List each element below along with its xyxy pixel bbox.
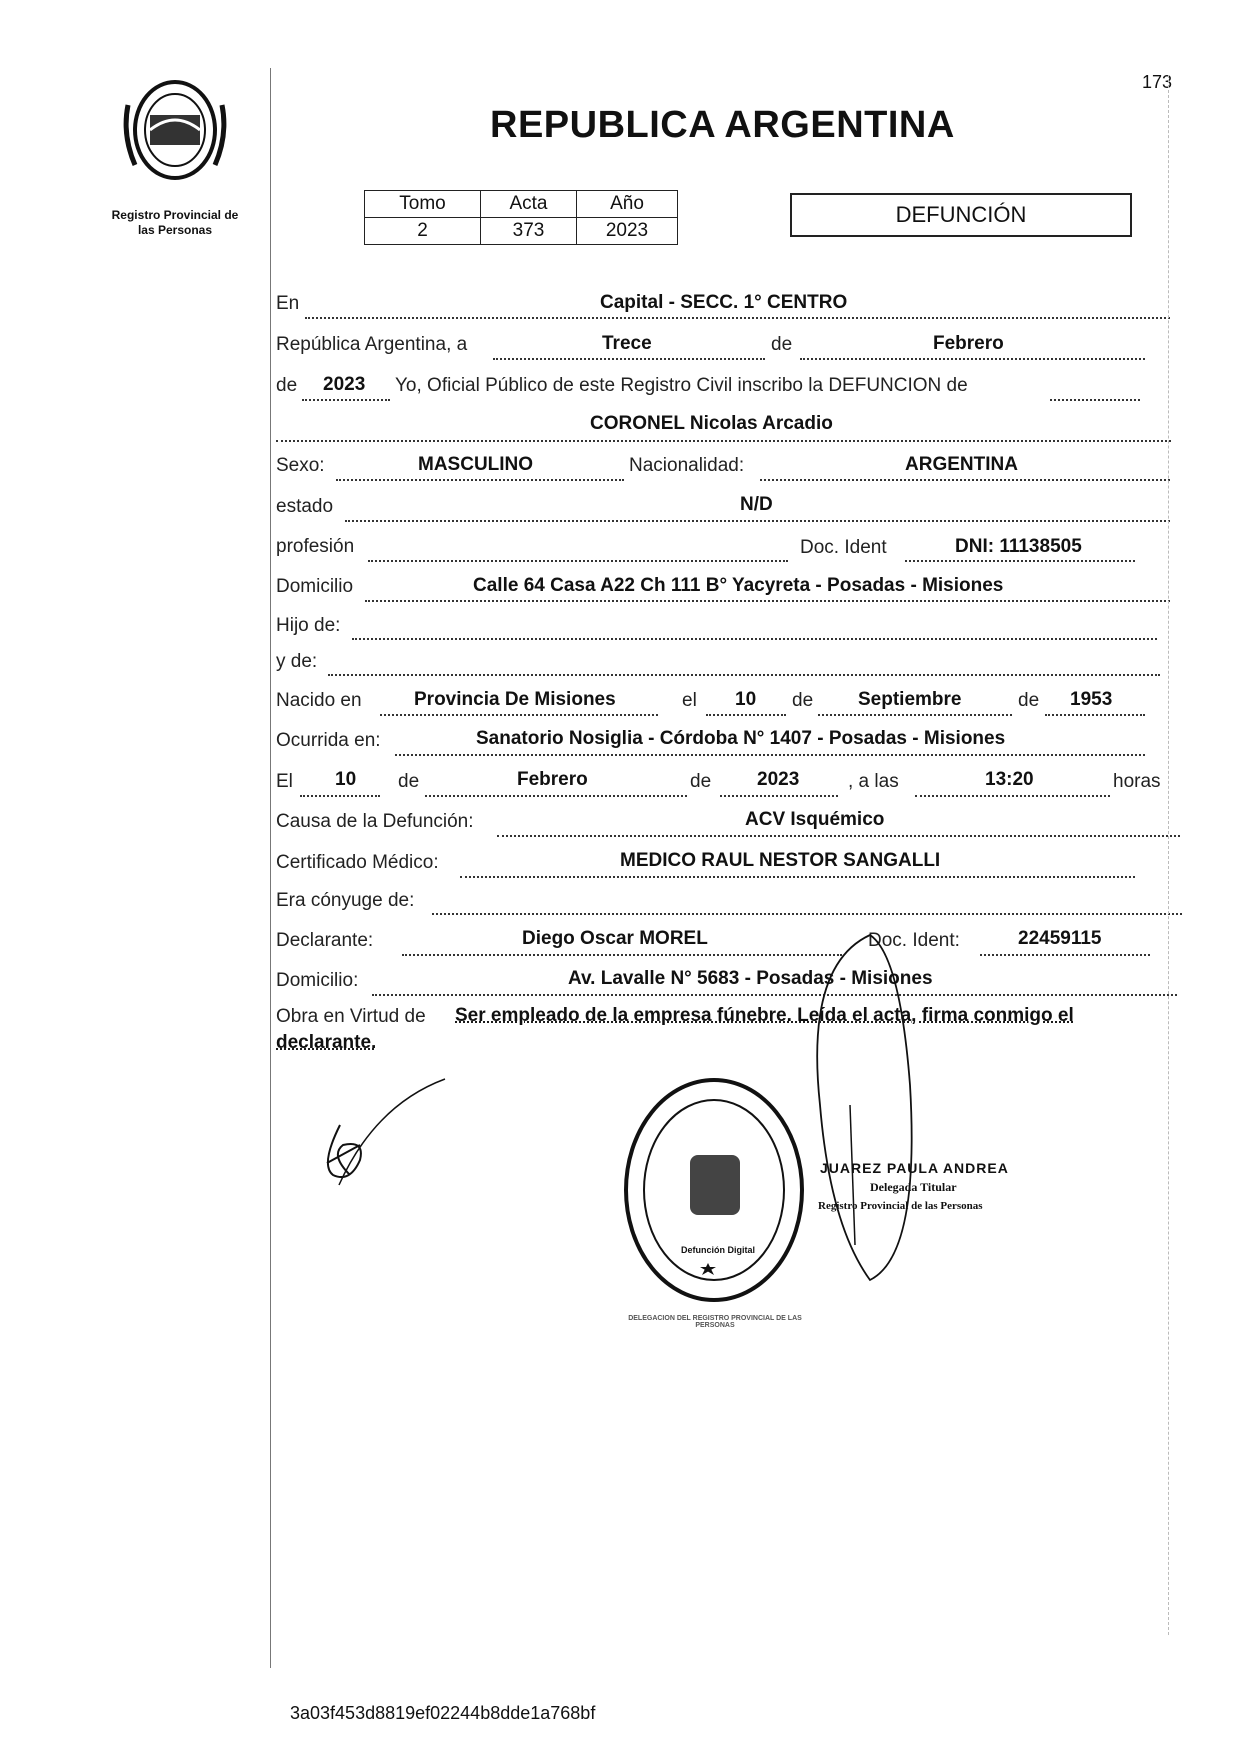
en-line [305,317,1170,319]
official-signature [810,925,930,1285]
col-acta-header: Acta [481,191,577,218]
right-margin-mark [1168,75,1169,1635]
de-label-1: de [771,334,793,355]
page-title: REPUBLICA ARGENTINA [490,104,955,146]
col-anio-header: Año [577,191,678,218]
year-line [302,399,390,401]
de-label-2: de [276,375,298,396]
en-label: En [276,293,300,314]
alas-label: , a las [848,771,899,792]
col-tomo-header: Tomo [365,191,481,218]
certificado-line [460,876,1135,878]
page-number: 173 [1142,72,1173,92]
declarante-value: Diego Oscar MOREL [522,928,708,949]
doc-ident-value: DNI: 11138505 [955,536,1082,557]
obra-label: Obra en Virtud de [276,1006,426,1027]
domicilio-line [365,600,1170,602]
de-label-e: de [690,771,712,792]
day-line [493,358,765,360]
certificado-value: MEDICO RAUL NESTOR SANGALLI [620,850,941,871]
obra-value-cont: declarante. [276,1032,377,1053]
document-hash: 3a03f453d8819ef02244b8dde1a768bf [290,1703,596,1723]
domicilio-label: Domicilio [276,576,354,597]
acta-value: 373 [481,218,577,245]
hijo-line [352,638,1157,640]
seal-text: DELEGACION DEL REGISTRO PROVINCIAL DE LAS PERSONAS [628,1315,802,1329]
sexo-value: MASCULINO [418,454,534,475]
obra-value: Ser empleado de la empresa fúnebre. Leída el acta, firma conmigo el [455,1005,1074,1026]
decl-domicilio-line [372,994,1177,996]
profesion-label: profesión [276,536,355,557]
month-word: Febrero [933,333,1004,354]
seal-inner: Defunción Digital [681,1245,755,1255]
nacido-lugar: Provincia De Misiones [414,689,616,710]
official-office: Registro Provincial de las Personas [818,1200,983,1212]
inscribo-text: Yo, Oficial Público de este Registro Civil inscribo la DEFUNCION de [395,375,968,396]
doc-ident-line [905,560,1135,562]
nacido-anio: 1953 [1070,689,1113,710]
name-line [276,440,1171,442]
hijo-label: Hijo de: [276,615,341,636]
ocurrida-line [395,754,1145,756]
en-value: Capital - SECC. 1° CENTRO [600,292,848,313]
yde-line [328,674,1160,676]
tomo-value: 2 [365,218,481,245]
conyuge-label: Era cónyuge de: [276,890,415,911]
nacionalidad-line [760,479,1170,481]
record-table [364,190,678,245]
nacionalidad-label: Nacionalidad: [629,455,745,476]
declarant-signature [315,1075,455,1195]
def-anio: 2023 [757,769,800,790]
decl-doc-line [980,954,1150,956]
causa-value: ACV Isquémico [745,809,885,830]
margin-line [270,68,271,1668]
nacido-lugar-line [380,714,658,716]
def-mes: Febrero [517,769,588,790]
month-line [800,358,1145,360]
estado-value: N/D [740,494,773,515]
def-dia: 10 [335,769,357,790]
decl-doc-label: Doc. Ident: [868,930,960,951]
decl-domicilio-label: Domicilio: [276,970,359,991]
conyuge-line [432,913,1182,915]
el-label: el [682,690,697,711]
nacido-dia-line [706,714,786,716]
ocurrida-value: Sanatorio Nosiglia - Córdoba N° 1407 - Posadas - Misiones [476,728,1006,749]
domicilio-value: Calle 64 Casa A22 Ch 111 B° Yacyreta - Posadas - Misiones [473,575,1004,596]
de-label-d: de [398,771,420,792]
registry-name: Registro Provincial de las Personas [111,208,239,237]
deceased-name: CORONEL Nicolas Arcadio [590,413,833,434]
year-value: 2023 [323,374,366,395]
sexo-label: Sexo: [276,455,325,476]
causa-label: Causa de la Defunción: [276,811,474,832]
nacido-dia: 10 [735,689,757,710]
registry-logo [120,75,230,185]
nacionalidad-value: ARGENTINA [905,454,1018,475]
estado-line [345,520,1170,522]
nacido-mes: Septiembre [858,689,962,710]
anio-value: 2023 [577,218,678,245]
estado-label: estado [276,496,334,517]
def-anio-line [720,795,838,797]
official-seal [622,1075,807,1305]
de-label-b: de [792,690,814,711]
def-mes-line [425,795,687,797]
profesion-line [368,560,788,562]
horas-label: horas [1113,771,1161,792]
el2-label: El [276,771,293,792]
def-dia-line [300,795,380,797]
sexo-line [336,479,624,481]
causa-line [497,835,1180,837]
official-name: JUAREZ PAULA ANDREA [820,1160,1009,1176]
ocurrida-label: Ocurrida en: [276,730,381,751]
official-role: Delegada Titular [870,1180,957,1194]
inscribo-line [1050,399,1140,401]
def-hora-line [915,795,1110,797]
doc-ident-label: Doc. Ident [800,537,887,558]
nacido-anio-line [1045,714,1145,716]
certificado-label: Certificado Médico: [276,852,439,873]
republica-label: República Argentina, a [276,334,468,355]
nacido-mes-line [818,714,1012,716]
record-type-box: DEFUNCIÓN [790,193,1132,237]
decl-doc-value: 22459115 [1018,928,1102,949]
declarante-label: Declarante: [276,930,374,951]
decl-domicilio-value: Av. Lavalle N° 5683 - Posadas - Misiones [568,968,933,989]
def-hora: 13:20 [985,769,1034,790]
de-label-c: de [1018,690,1040,711]
yde-label: y de: [276,651,318,672]
nacido-label: Nacido en [276,690,362,711]
day-word: Trece [602,333,652,354]
declarante-line [402,954,842,956]
